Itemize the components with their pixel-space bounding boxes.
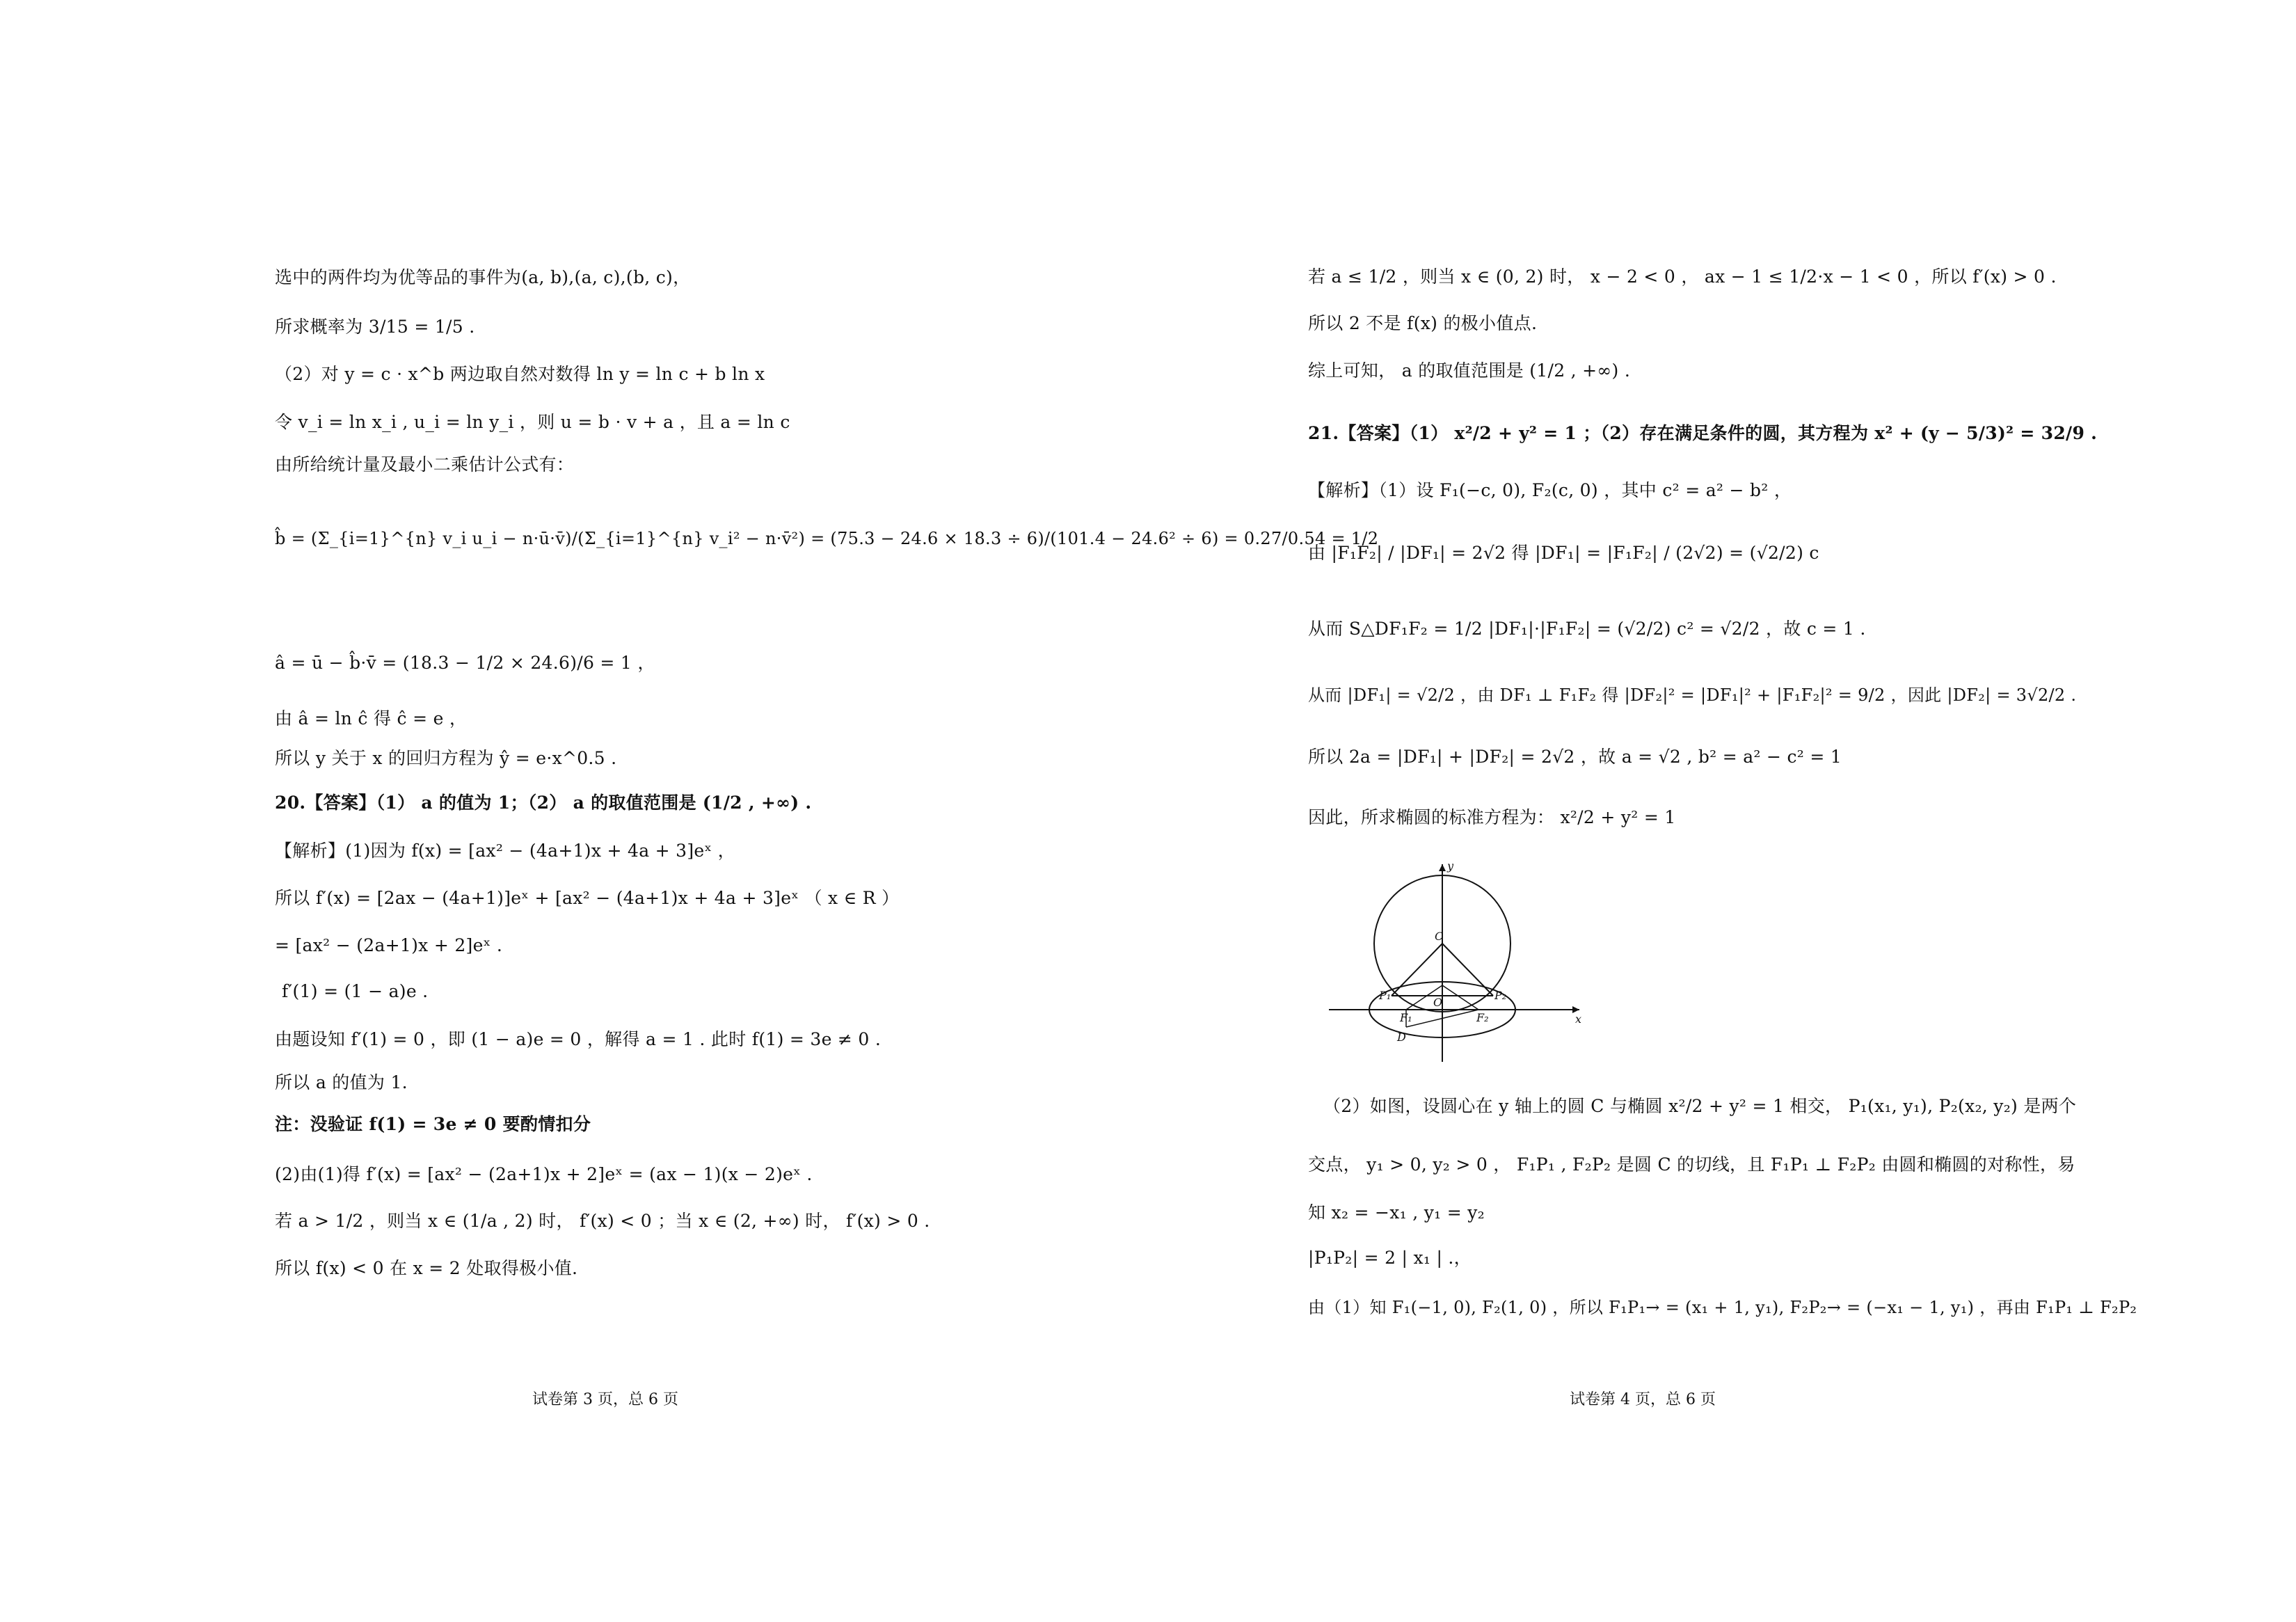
formula-line: b̂ = (Σ_{i=1}^{n} v_i u_i − n·ū·v̄)/(Σ_{i=1}^{n} v_i² − n·v̄²) = (75.3 − 24.6 × 18.3 ÷ 6)/(101.4 − 24.6² ÷ 6) = 0.27/0.54 = 1/2 (275, 529, 1379, 548)
text-line: = [ax² − (2a+1)x + 2]eˣ . (275, 935, 503, 955)
text-line: 知 x₂ = −x₁ , y₁ = y₂ (1308, 1202, 1485, 1223)
figure-svg (1315, 860, 1586, 1069)
formula-line: 由 |F₁F₂| / |DF₁| = 2√2 得 |DF₁| = |F₁F₂| / (2√2) = (√2/2) c (1308, 543, 1819, 563)
text-line: 因此，所求椭圆的标准方程为： x²/2 + y² = 1 (1308, 807, 1676, 827)
label-y: y (1447, 860, 1454, 873)
right-page (1148, 0, 2296, 1622)
text-line: 所以 y 关于 x 的回归方程为 ŷ = e·x^0.5 . (275, 748, 617, 768)
text-line: 若 a > 1/2 ，则当 x ∈ (1/a , 2) 时， f′(x) < 0 ；当 x ∈ (2, +∞) 时， f′(x) > 0 . (275, 1211, 930, 1231)
answer-heading: 21.【答案】（1） x²/2 + y² = 1 ；（2）存在满足条件的圆，其方程为 x² + (y − 5/3)² = 32/9 . (1308, 423, 2098, 443)
segment-f2 (1442, 985, 1478, 1010)
text-line: f′(1) = (1 − a)e . (282, 981, 429, 1001)
text-line: 综上可知， a 的取值范围是 (1/2 , +∞) . (1308, 360, 1631, 381)
formula-line: â = ū − b̂·v̄ = (18.3 − 1/2 × 24.6)/6 = 1 ， (275, 653, 655, 673)
y-axis-arrow (1439, 864, 1446, 871)
text-line: (2)由(1)得 f′(x) = [ax² − (2a+1)x + 2]eˣ = (ax − 1)(x − 2)eˣ . (275, 1164, 813, 1184)
text-line: 交点， y₁ > 0, y₂ > 0 ， F₁P₁ , F₂P₂ 是圆 C 的切线，且 F₁P₁ ⊥ F₂P₂ 由圆和椭圆的对称性，易 (1308, 1154, 2075, 1175)
text-line: 选中的两件均为优等品的事件为(a, b),(a, c),(b, c)， (275, 267, 691, 287)
label-o: O (1433, 996, 1443, 1009)
text-line: 所求概率为 3/15 = 1/5 . (275, 317, 475, 337)
label-x: x (1575, 1012, 1582, 1026)
label-p1: P₁ (1379, 989, 1392, 1002)
text-line: （2）对 y = c · x^b 两边取自然对数得 ln y = ln c + b ln x (275, 364, 765, 384)
text-line: 由所给统计量及最小二乘估计公式有： (275, 454, 575, 475)
label-c: C (1435, 930, 1444, 943)
page-footer: 试卷第 4 页，总 6 页 (1570, 1391, 1716, 1408)
page-footer: 试卷第 3 页，总 6 页 (532, 1391, 678, 1408)
label-d: D (1397, 1031, 1406, 1044)
text-line: 由 â = ln ĉ 得 ĉ = e ， (275, 708, 468, 729)
formula-line: 从而 |DF₁| = √2/2 ，由 DF₁ ⊥ F₁F₂ 得 |DF₂|² = |DF₁|² + |F₁F₂|² = 9/2 ，因此 |DF₂| = 3√2/2 . (1308, 685, 2077, 705)
text-line: 所以 2a = |DF₁| + |DF₂| = 2√2 ，故 a = √2 , b² = a² − c² = 1 (1308, 747, 1842, 767)
text-line: 【解析】（1）设 F₁(−c, 0), F₂(c, 0) ，其中 c² = a² − b² ， (1308, 480, 1792, 500)
text-line: 所以 2 不是 f(x) 的极小值点. (1308, 313, 1538, 333)
text-line: 所以 f(x) < 0 在 x = 2 处取得极小值. (275, 1258, 578, 1278)
text-line: 【解析】(1)因为 f(x) = [ax² − (4a+1)x + 4a + 3]eˣ ， (275, 841, 735, 861)
ellipse-circle-figure (1315, 860, 1586, 1069)
text-line: 由（1）知 F₁(−1, 0), F₂(1, 0) ，所以 F₁P₁→ = (x₁ + 1, y₁), F₂P₂→ = (−x₁ − 1, y₁) ，再由 F₁P₁ ⊥ F₂P₂ (1308, 1298, 2137, 1317)
text-line: 所以 a 的值为 1. (275, 1072, 408, 1092)
text-line: 令 v_i = ln x_i , u_i = ln y_i ，则 u = b · v + a ，且 a = ln c (275, 412, 790, 432)
tangent-line-2 (1442, 944, 1493, 996)
text-line: 若 a ≤ 1/2 ，则当 x ∈ (0, 2) 时， x − 2 < 0 ， ax − 1 ≤ 1/2·x − 1 < 0 ，所以 f′(x) > 0 . (1308, 267, 2057, 287)
note-line: 注：没验证 f(1) = 3e ≠ 0 要酌情扣分 (275, 1114, 591, 1134)
answer-heading: 20.【答案】（1） a 的值为 1；（2） a 的取值范围是 (1/2 , +∞) . (275, 793, 812, 813)
text-line: （2）如图，设圆心在 y 轴上的圆 C 与椭圆 x²/2 + y² = 1 相交， P₁(x₁, y₁), P₂(x₂, y₂) 是两个 (1323, 1096, 2077, 1116)
text-line: |P₁P₂| = 2 | x₁ | .， (1308, 1248, 1472, 1268)
label-f1: F₁ (1400, 1011, 1412, 1024)
tangent-line-1 (1392, 944, 1442, 996)
label-f2: F₂ (1476, 1011, 1489, 1024)
label-p2: P₂ (1494, 989, 1507, 1002)
formula-line: 从而 S△DF₁F₂ = 1/2 |DF₁|·|F₁F₂| = (√2/2) c² = √2/2 ，故 c = 1 . (1308, 619, 1866, 639)
text-line: 所以 f′(x) = [2ax − (4a+1)]eˣ + [ax² − (4a+1)x + 4a + 3]eˣ （ x ∈ R ） (275, 888, 900, 908)
text-line: 由题设知 f′(1) = 0 ，即 (1 − a)e = 0 ，解得 a = 1 . 此时 f(1) = 3e ≠ 0 . (275, 1029, 882, 1049)
